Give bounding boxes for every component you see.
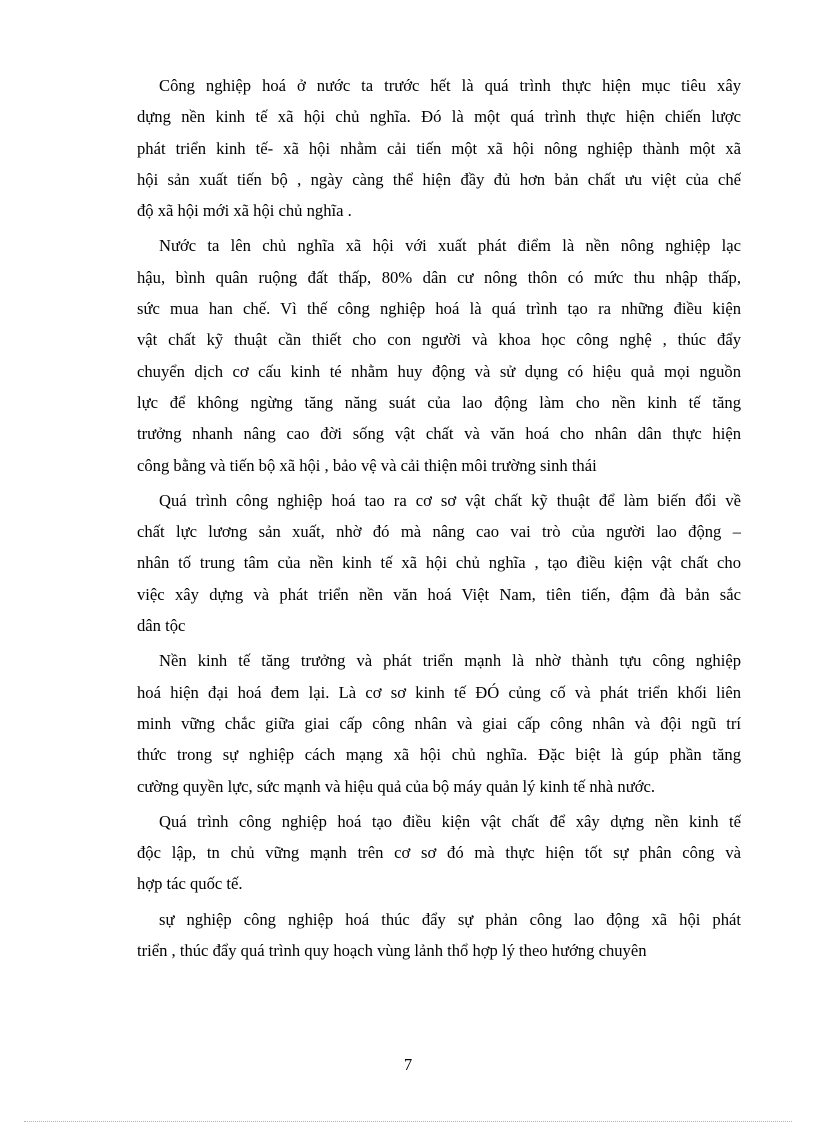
text-line: hội sản xuất tiến bộ , ngày càng thể hiện đầy đủ hơn bản chất ưu việt của chế <box>137 169 741 189</box>
page-number: 7 <box>403 1055 413 1074</box>
text-line: độ xã hội mới xã hội chủ nghĩa . <box>137 201 352 221</box>
page-bottom-divider <box>24 1121 792 1122</box>
text-line: Quá trình công nghiệp hoá tạo điều kiện vật chất để xây dựng nền kinh tế <box>159 811 741 831</box>
text-line: Nền kinh tế tăng trưởng và phát triển mạnh là nhờ thành tựu công nghiệp <box>159 651 741 671</box>
text-line: độc lập, tn chủ vững mạnh trên cơ sơ đó mà thực hiện tốt sự phân công và <box>137 843 741 863</box>
text-line: dân tộc <box>137 616 186 636</box>
text-line: Quá trình công nghiệp hoá tao ra cơ sơ vật chất kỹ thuật để làm biến đổi về <box>159 490 741 510</box>
document-body <box>137 70 741 966</box>
text-line: thức trong sự nghiệp cách mạng xã hội chủ nghĩa. Đặc biệt là gúp phần tăng <box>137 745 741 765</box>
text-line: phát triển kinh tế- xã hội nhằm cải tiến một xã hội nông nghiệp thành một xã <box>137 138 741 158</box>
text-line: dựng nền kinh tế xã hội chủ nghĩa. Đó là một quá trình thực hiện chiến lược <box>137 107 741 127</box>
text-line: sức mua han chế. Vì thế công nghiệp hoá là quá trình tạo ra những điều kiện <box>137 299 741 319</box>
text-line: cường quyền lực, sức mạnh và hiệu quả của bộ máy quản lý kinh tế nhà nước. <box>137 776 656 796</box>
text-line: việc xây dựng và phát triển nền văn hoá Việt Nam, tiên tiến, đậm đà bản sắc <box>137 584 741 604</box>
text-line: hợp tác quốc tế. <box>137 874 243 894</box>
text-line: Công nghiệp hoá ở nước ta trước hết là quá trình thực hiện mục tiêu xây <box>159 76 741 95</box>
text-line: sự nghiệp công nghiệp hoá thúc đẩy sự phản công lao động xã hội phát <box>159 909 741 929</box>
text-line: công bằng và tiến bộ xã hội , bảo vệ và cải thiện môi trường sinh thái <box>137 455 597 475</box>
text-line: chất lực lương sản xuất, nhờ đó mà nâng cao vai trò của người lao động – <box>137 522 741 542</box>
text-line: hoá hiện đại hoá đem lại. Là cơ sơ kinh tế ĐÓ củng cố và phát triển khối liên <box>137 682 741 702</box>
text-line: chuyển dịch cơ cấu kinh té nhằm huy động và sử dụng có hiệu quả mọi nguồn <box>137 361 741 381</box>
text-line: hậu, bình quân ruộng đất thấp, 80% dân cư nông thôn có mức thu nhập thấp, <box>137 267 741 287</box>
text-line: vật chất kỹ thuật cần thiết cho con người và khoa học công nghệ , thúc đẩy <box>137 330 741 350</box>
text-line: trưởng nhanh nâng cao đời sống vật chất và văn hoá cho nhân dân thực hiện <box>137 424 741 444</box>
text-line: triển , thúc đẩy quá trình quy hoạch vùng lảnh thổ hợp lý theo hướng chuyên <box>137 941 647 961</box>
text-line: minh vững chắc giữa giai cấp công nhân và giai cấp công nhân và đội ngũ trí <box>137 713 741 733</box>
text-line: Nước ta lên chủ nghĩa xã hội với xuất phát điểm là nền nông nghiệp lạc <box>159 236 741 256</box>
text-line: lực để không ngừng tăng năng suát của lao động làm cho nền kinh tế tăng <box>137 392 741 412</box>
text-line: nhân tố trung tâm của nền kinh tế xã hội chủ nghĩa , tạo điều kiện vật chất cho <box>137 553 741 573</box>
